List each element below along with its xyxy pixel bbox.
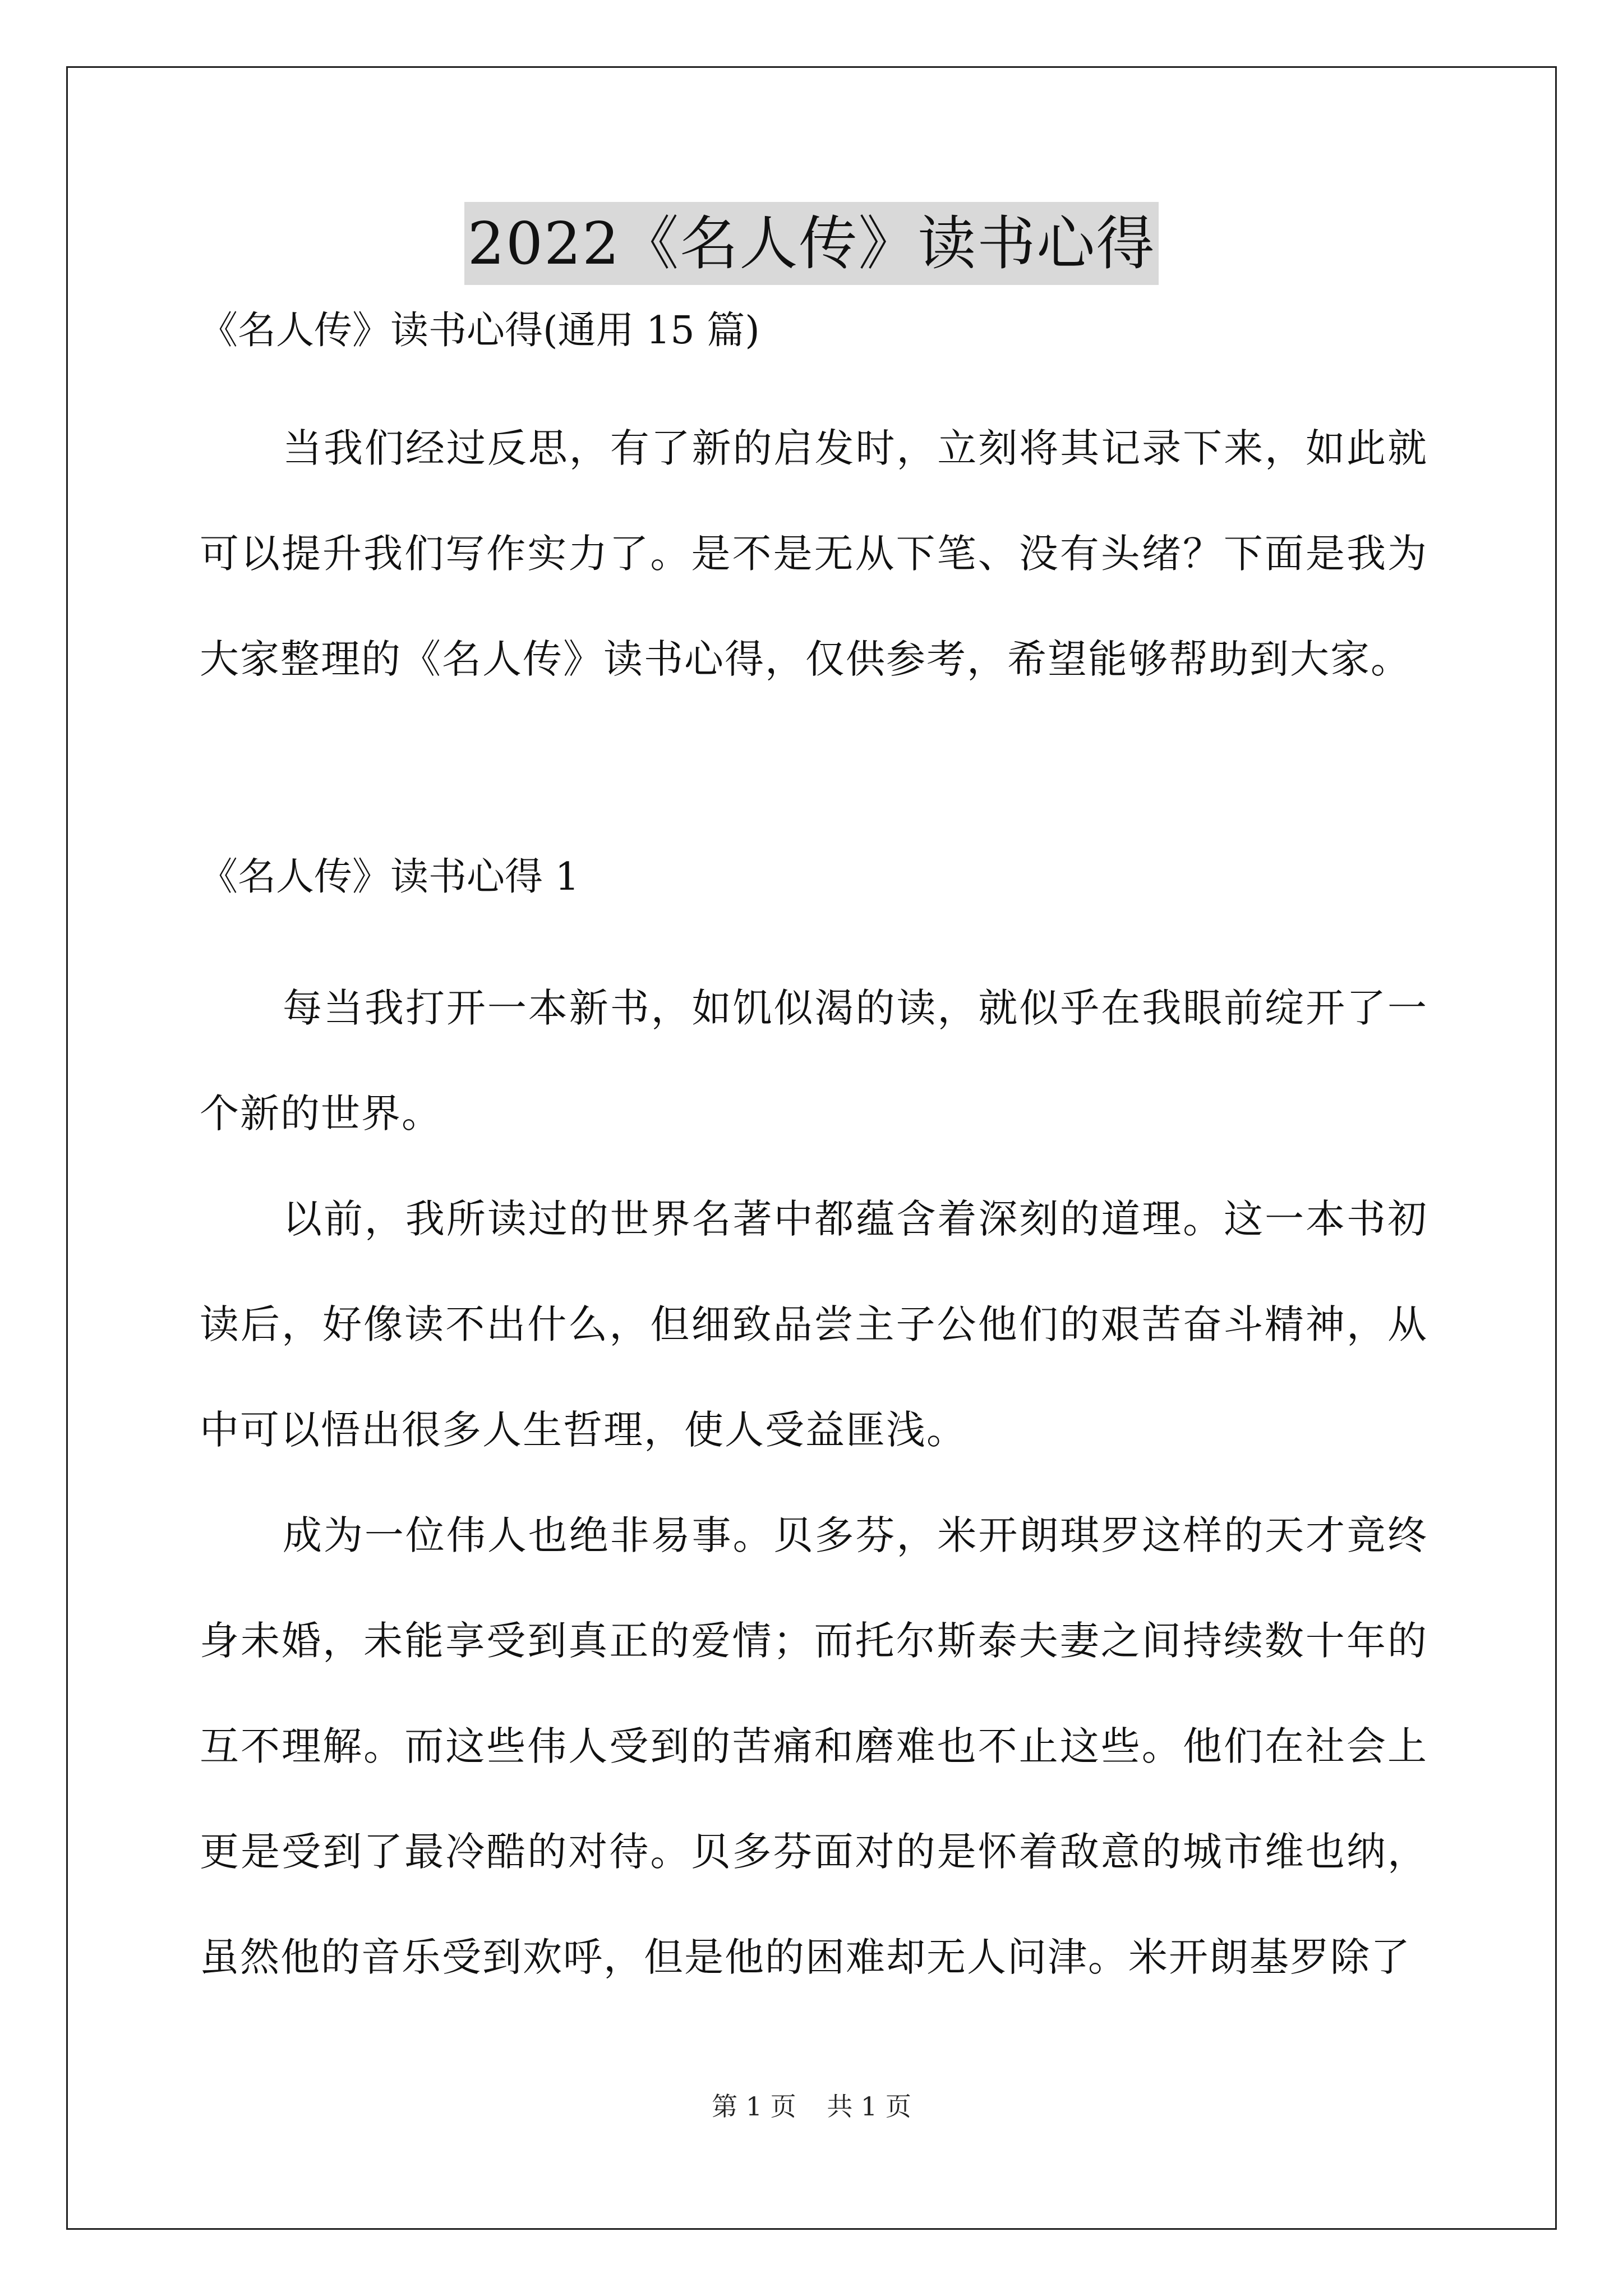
body-paragraph: 每当我打开一本新书，如饥似渴的读，就似乎在我眼前绽开了一个新的世界。 <box>200 985 1428 1137</box>
page-footer <box>0 2090 1623 2123</box>
document-subtitle: 《名人传》读书心得(通用 15 篇) <box>200 309 760 353</box>
body-paragraph: 成为一位伟人也绝非易事。贝多芬，米开朗琪罗这样的天才竟终身未婚，未能享受到真正的爱情；而托尔斯泰夫妻之间持续数十年的互不理解。而这些伟人受到的苦痛和磨难也不止这些。他们在社会上更是受到了最冷酷的对待。贝多芬面对的是怀着敌意的城市维也纳，虽然他的音乐受到欢呼，但是他的困难却无人问津。米开朗基罗除了 <box>200 1512 1428 1980</box>
title-container <box>0 202 1623 285</box>
page-number: 第 1 页 <box>712 2091 796 2122</box>
body-paragraph: 以前，我所读过的世界名著中都蕴含着深刻的道理。这一本书初读后，好像读不出什么，但细致品尝主子公他们的艰苦奋斗精神，从中可以悟出很多人生哲理，使人受益匪浅。 <box>200 1196 1428 1453</box>
document-title: 2022《名人传》读书心得 <box>464 202 1159 285</box>
section-heading: 《名人传》读书心得 1 <box>200 855 579 899</box>
document-body <box>200 306 1428 2010</box>
intro-paragraph: 当我们经过反思，有了新的启发时，立刻将其记录下来，如此就可以提升我们写作实力了。是不是无从下笔、没有头绪？下面是我为大家整理的《名人传》读书心得，仅供参考，希望能够帮助到大家。 <box>200 425 1428 682</box>
page-total: 共 1 页 <box>827 2091 911 2122</box>
